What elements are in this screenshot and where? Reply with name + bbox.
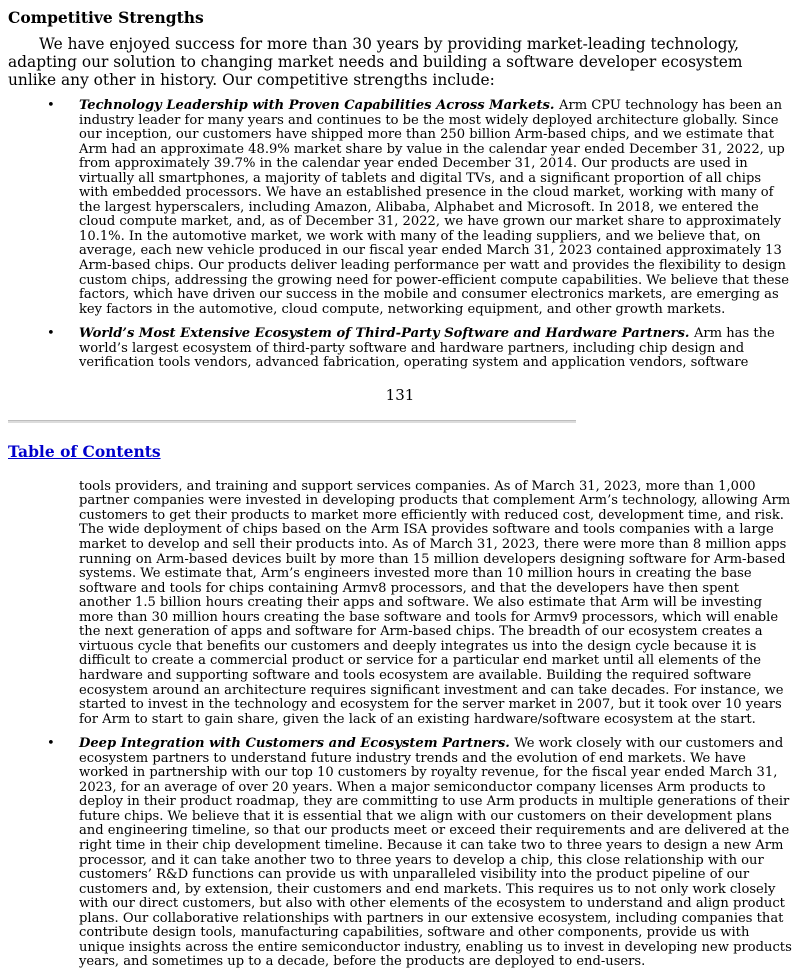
continuation-paragraph: tools providers, and training and support services companies. As of March 31, 2023, more than 1,000 partner companies were invested in developing products that complement Arm’s technology, allowing Arm customers to get their products to market more efficiently with reduced cost, development time, and risk. The wide deployment of chips based on the Arm ISA provides software and tools companies with a large market to develop and sell their products into. As of March 31, 2023, there were more than 8 million apps running on Arm-based devices built by more than 15 million developers designing software for Arm-based systems. We estimate that, Arm’s engineers invested more than 10 million hours in creating the base software and tools for chips containing Armv8 processors, and that the developers have then spent another 1.5 billion hours creating their apps and software. We also estimate that Arm will be investing more than 30 million hours creating the base software and tools for Armv9 processors, which will enable the next generation of apps and software for Arm-based chips. The breadth of our ecosystem creates a virtuous cycle that benefits our customers and deeply integrates us into the design cycle because it is difficult to create a commercial product or service for a particular end market until all elements of the hardware and supporting software and tools ecosystem are available. Building the required software ecosystem around an architecture requires significant investment and can take decades. For instance, we started to invest in the technology and ecosystem for the server market in 2007, but it took over 10 years for Arm to start to gain share, given the lack of an existing hardware/software ecosystem at the start. [79,478,791,727]
section-heading: Competitive Strengths [8,8,204,27]
strengths-list [8,99,792,371]
page-number: 131 [385,385,415,404]
bullet-icon: • [47,736,55,752]
intro-paragraph: We have enjoyed success for more than 30 years by providing market-leading technology, adapting our solution to changing market needs and building a software developer ecosystem unlike any other in history. Our competitive strengths include: [8,35,743,89]
bullet-icon: • [47,326,55,342]
bullet-icon: • [47,98,55,113]
bullet-text: Arm has the world’s largest ecosystem of third-party software and hardware partners, including chip design and verification tools vendors, advanced fabrication, operating system and application vendors, software [79,326,775,371]
bullet-lead: Deep Integration with Customers and Ecosystem Partners. [79,736,515,752]
bullet-lead: World’s Most Extensive Ecosystem of Third-Party Software and Hardware Partners. [79,326,694,342]
table-of-contents-link[interactable]: Table of Contents [8,441,161,461]
bullet-text: We work closely with our customers and ecosystem partners to understand future industry trends and the evolution of end markets. We have worked in partnership with our top 10 customers by royalty revenue, for the fiscal year ended March 31, 2023, for an average of over 20 years. When a major semiconductor company licenses Arm products to deploy in their product roadmap, they are committing to use Arm products in multiple generations of their future chips. We believe that it is essential that we align with our customers on their development plans and engineering timeline, so that our products meet or exceed their requirements and are delivered at the right time in their chip development timeline. Because it can take two to three years to design a new Arm processor, and it can take another two to three years to develop a chip, this close relationship with our customers’ R&D functions can provide us with unparalleled visibility into the product pipeline of our customers and, by extension, their customers and end markets. This requires us to not only work closely with our direct customers, but also with other elements of the ecosystem to understand and align product plans. Our collaborative relationships with partners in our extensive ecosystem, including companies that contribute design tools, manufacturing capabilities, software and other components, provide us with unique insights across the entire semiconductor industry, enabling us to invest in developing new products years, and sometimes up to a decade, before the products are deployed to end-users. [79,736,792,970]
page-divider [8,420,576,423]
bullet-lead: Technology Leadership with Proven Capabilities Across Markets. [79,98,559,113]
list-item-ecosystem [8,327,792,371]
list-item-technology-leadership [8,99,792,317]
bullet-text: Arm CPU technology has been an industry leader for many years and continues to be the most widely deployed architecture globally. Since our inception, our customers have shipped more than 250 billion Arm-based chips, and we estimate that Arm had an approximate 48.9% market share by value in the calendar year ended December 31, 2022, up from approximately 39.7% in the calendar year ended December 31, 2014. Our products are used in virtually all smartphones, a majority of tablets and digital TVs, and a significant proportion of all chips with embedded processors. We have an established presence in the cloud market, working with many of the largest hyperscalers, including Amazon, Alibaba, Alphabet and Microsoft. In 2018, we entered the cloud compute market, and, as of December 31, 2022, we have grown our market share to approximately 10.1%. In the automotive market, we work with many of the leading suppliers, and we believe that, on average, each new vehicle produced in our fiscal year ended March 31, 2023 contained approximately 13 Arm-based chips. Our products deliver leading performance per watt and provides the flexibility to design custom chips, addressing the growing need for power-efficient compute capabilities. We believe that these factors, which have driven our success in the mobile and consumer electronics markets, are emerging as key factors in the automotive, cloud compute, networking equipment, and other growth markets. [79,98,790,317]
strengths-list-continued [8,737,792,970]
list-item-deep-integration [8,737,792,970]
